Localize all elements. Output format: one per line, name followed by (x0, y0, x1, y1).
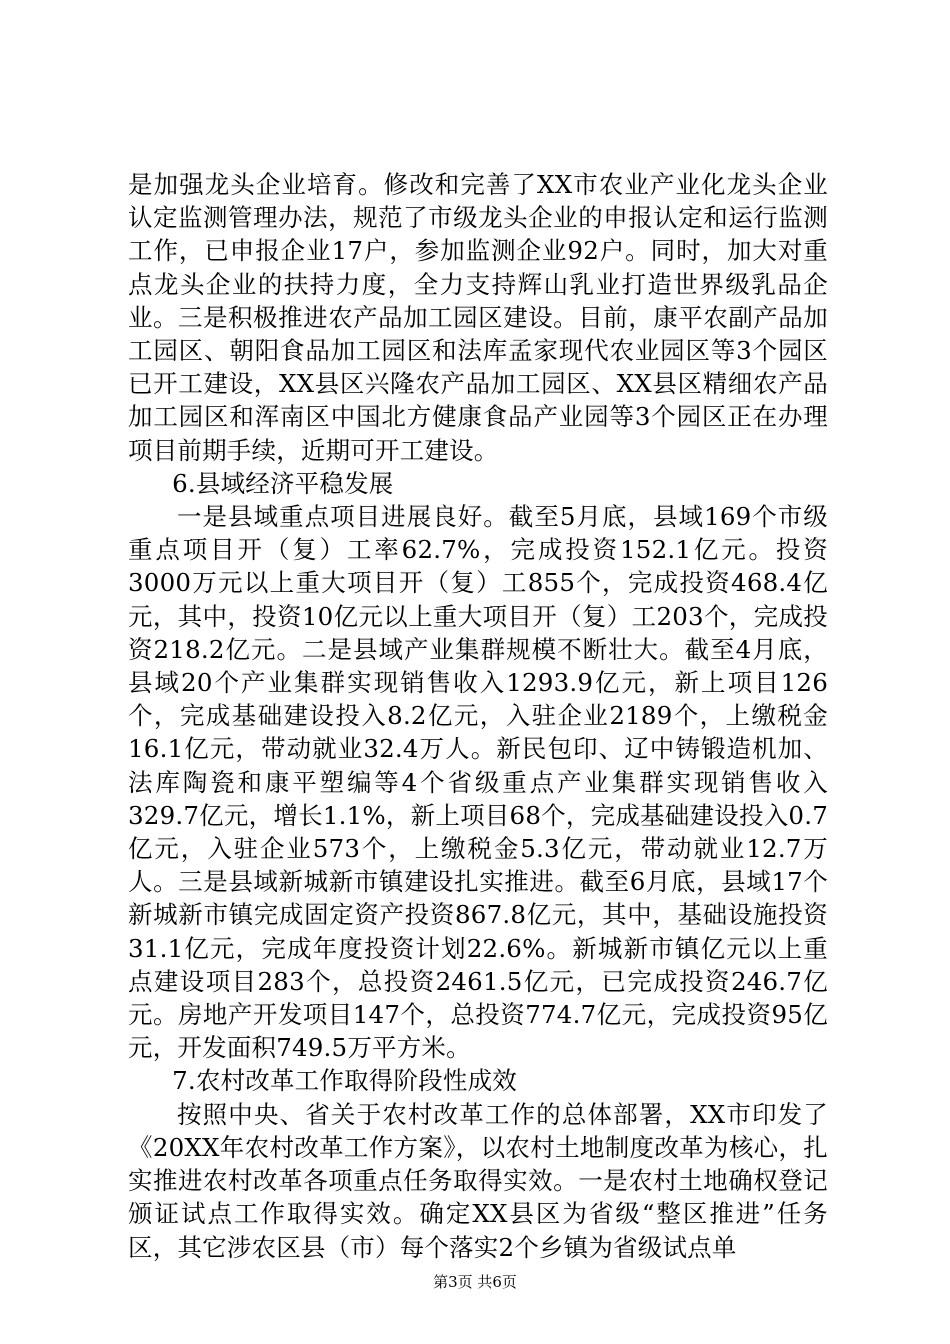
section-heading-county-economy: 6.县域经济平稳发展 (172, 468, 394, 498)
document-body (128, 168, 828, 1264)
paragraph-county-economy: 一是县域重点项目进展良好。截至5月底，县域169个市级重点项目开（复）工率62.7%，完成投资152.1亿元。投资3000万元以上重大项目开（复）工855个，完成投资468.4亿元，其中，投资10亿元以上重大项目开（复）工203个，完成投资218.2亿元。二是县域产业集群规模不断壮大。截至4月底，县域20个产业集群实现销售收入1293.9亿元，新上项目126个，完成基础建设投入8.2亿元，入驻企业2189个，上缴税金16.1亿元，带动就业32.4万人。新民包印、辽中铸锻造机加、法库陶瓷和康平塑编等4个省级重点产业集群实现销售收入329.7亿元，增长1.1%，新上项目68个，完成基础建设投入0.7亿元，入驻企业573个，上缴税金5.3亿元，带动就业12.7万人。三是县域新城新市镇建设扎实推进。截至6月底，县域17个新城新市镇完成固定资产投资867.8亿元，其中，基础设施投资31.1亿元，完成年度投资计划22.6%。新城新市镇亿元以上重点建设项目283个，总投资2461.5亿元，已完成投资246.7亿元。房地产开发项目147个，总投资774.7亿元，完成投资95亿元，开发面积749.5万平方米。 (128, 502, 828, 1063)
paragraph-rural-reform: 按照中央、省关于农村改革工作的总体部署，XX市印发了《20XX年农村改革工作方案》，以农村土地制度改革为核心，扎实推进农村改革各项重点任务取得实效。一是农村土地确权登记颁证试点工作取得实效。确定XX县区为省级“整区推进”任务区，其它涉农区县（市）每个落实2个乡镇为省级试点单 (128, 1099, 828, 1262)
page-number-footer: 第3页 共6页 (433, 1273, 517, 1291)
paragraph-dragon-head-enterprises: 是加强龙头企业培育。修改和完善了XX市农业产业化龙头企业认定监测管理办法，规范了市级龙头企业的申报认定和运行监测工作，已申报企业17户，参加监测企业92户。同时，加大对重点龙头企业的扶持力度，全力支持辉山乳业打造世界级乳品企业。三是积极推进农产品加工园区建设。目前，康平农副产品加工园区、朝阳食品加工园区和法库孟家现代农业园区等3个园区已开工建设，XX县区兴隆农产品加工园区、XX县区精细农产品加工园区和浑南区中国北方健康食品产业园等3个园区正在办理项目前期手续，近期可开工建设。 (128, 170, 828, 465)
section-heading-rural-reform: 7.农村改革工作取得阶段性成效 (172, 1066, 517, 1096)
